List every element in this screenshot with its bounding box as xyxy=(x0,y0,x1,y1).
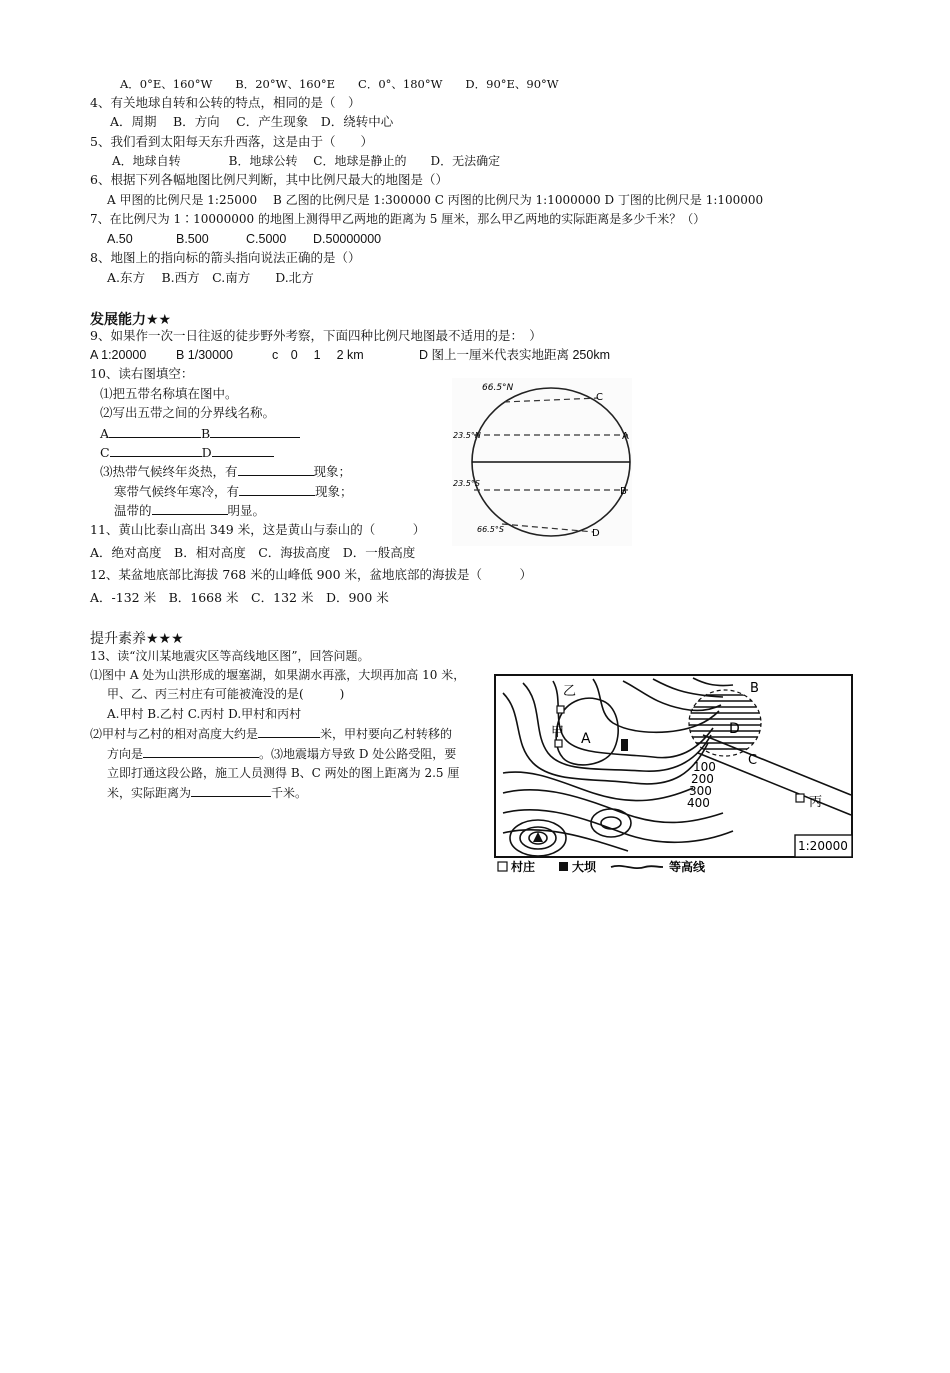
q10-sub3-a-end: 现象； xyxy=(313,464,352,479)
q12-options: A．-132 米 B．1668 米 C．132 米 D．900 米 xyxy=(90,590,389,605)
q7-option-b: B.500 xyxy=(176,232,209,246)
label-b: B xyxy=(750,681,759,696)
scale-text: 1:20000 xyxy=(798,839,848,853)
q10-stem: 10、读右图填空： xyxy=(90,366,194,381)
q12-stem: 12、某盆地底部比海拔 768 米的山峰低 900 米，盆地底部的海拔是（ ） xyxy=(90,567,533,582)
contour-map-figure xyxy=(493,673,855,878)
q5-stem: 5、我们看到太阳每天东升西落，这是由于（ ） xyxy=(90,134,373,149)
point-d: D xyxy=(592,528,600,539)
point-a: A xyxy=(622,431,629,442)
q13-sub2-line1 xyxy=(90,725,452,742)
q10-sub3-c-end: 明显。 xyxy=(227,503,266,518)
village-yi-marker xyxy=(557,706,564,713)
q13-sub2-line2 xyxy=(107,745,456,762)
label-jia: 甲 xyxy=(551,725,565,740)
q13-sub2-l1a: ⑵甲村与乙村的相对高度大约是 xyxy=(90,727,259,741)
lat-label-23n: 23.5°N xyxy=(453,431,481,440)
q13-sub2-l2b: 。⑶地震塌方导致 D 处公路受阻，要 xyxy=(259,747,457,761)
q7-option-c: C.5000 xyxy=(246,232,287,246)
village-jia-marker xyxy=(555,740,562,747)
lat-label-66n: 66.5°N xyxy=(482,383,514,393)
q10-sub3-c-text: 温带的 xyxy=(114,503,152,518)
q9-option-b: B 1/30000 xyxy=(176,348,233,362)
q10-sub3-temperate xyxy=(114,502,265,519)
elev-100: 100 xyxy=(693,760,716,774)
label-d: D xyxy=(729,721,740,737)
section-title-improve: 提升素养★★★ xyxy=(90,631,184,647)
q13-sub2-l2a: 方向是 xyxy=(107,747,144,761)
q13-sub2-l4b: 千米。 xyxy=(271,786,308,800)
q11-options: A．绝对高度 B．相对高度 C．海拔高度 D．一般高度 xyxy=(90,545,416,560)
q6-stem: 6、根据下列各幅地图比例尺判断，其中比例尺最大的地图是（） xyxy=(90,172,448,187)
blank-direction[interactable] xyxy=(143,745,259,758)
label-a: A xyxy=(581,731,591,747)
q13-sub2-l1b: 米，甲村要向乙村转移的 xyxy=(320,727,453,741)
lat-label-23s: 23.5°S xyxy=(453,479,480,488)
blank-d[interactable] xyxy=(212,444,274,457)
label-bing: 丙 xyxy=(809,795,823,810)
lat-label-66s: 66.5°S xyxy=(477,525,504,534)
q9-option-d: D 图上一厘米代表实地距离 250km xyxy=(419,348,610,362)
blank-relative-height[interactable] xyxy=(258,725,320,738)
q9-option-c: c 0 1 2 km xyxy=(272,348,364,362)
elev-200: 200 xyxy=(691,772,714,786)
blank-c[interactable] xyxy=(110,444,202,457)
q9-stem: 9、如果作一次一日往返的徒步野外考察，下面四种比例尺地图最不适用的是： ） xyxy=(90,328,542,343)
q10-line-cd xyxy=(100,444,274,461)
q5-options: A．地球自转 B．地球公转 C．地球是静止的 D．无法确定 xyxy=(112,154,501,168)
point-b: B xyxy=(620,486,627,497)
blank-distance[interactable] xyxy=(191,784,271,797)
blank-b[interactable] xyxy=(210,425,300,438)
elev-300: 300 xyxy=(689,784,712,798)
q9-option-a: A 1:20000 xyxy=(90,348,147,362)
q8-stem: 8、地图上的指向标的箭头指向说法正确的是（） xyxy=(90,250,361,265)
legend-contour-icon xyxy=(611,866,663,868)
label-d: D xyxy=(201,445,212,460)
dam-marker xyxy=(621,739,628,751)
q11-stem: 11、黄山比泰山高出 349 米，这是黄山与泰山的（ ） xyxy=(90,522,426,537)
q8-options: A.东方 B.西方 C.南方 D.北方 xyxy=(107,270,314,285)
q10-sub3-a-text: ⑶热带气候终年炎热，有 xyxy=(100,464,238,479)
blank-frigid[interactable] xyxy=(239,483,315,496)
elev-400: 400 xyxy=(687,796,710,810)
q13-stem: 13、读“汶川某地震灾区等高线地区图”，回答问题。 xyxy=(90,649,370,663)
q13-sub1-line2: 甲、乙、丙三村庄有可能被淹没的是( ) xyxy=(107,687,345,701)
q7-option-d: D.50000000 xyxy=(313,232,382,246)
label-a: A xyxy=(100,426,110,441)
q10-sub3-b-end: 现象； xyxy=(315,484,353,499)
legend-dam: 大坝 xyxy=(572,860,597,874)
q3-options: A．0°E、160°W B．20°W、160°E C．0°、180°W D．90°E、90°W xyxy=(120,77,559,91)
q4-options: A．周期 B．方向 C．产生现象 D．绕转中心 xyxy=(110,114,394,129)
blank-a[interactable] xyxy=(109,425,201,438)
blank-temperate[interactable] xyxy=(152,502,228,515)
legend-contour: 等高线 xyxy=(669,860,706,874)
label-yi: 乙 xyxy=(563,684,577,699)
q10-sub3-tropic xyxy=(100,463,351,480)
q4-stem: 4、有关地球自转和公转的特点，相同的是（ ） xyxy=(90,95,361,110)
q10-sub3-frigid xyxy=(114,483,353,500)
q6-options: A 甲图的比例尺是 1:25000 B 乙图的比例尺是 1:300000 C 丙图的比例尺为 1:1000000 D 丁图的比例尺是 1:100000 xyxy=(107,193,764,207)
q13-sub2-line4 xyxy=(107,784,307,801)
point-c: C xyxy=(596,392,603,403)
q13-sub1-options: A.甲村 B.乙村 C.丙村 D.甲村和丙村 xyxy=(107,707,302,721)
legend-dam-icon xyxy=(559,862,568,871)
globe-figure xyxy=(452,378,632,546)
q10-sub3-b-text: 寒带气候终年寒冷，有 xyxy=(114,484,240,499)
label-c: C xyxy=(100,445,110,460)
q13-sub1-line1: ⑴图中 A 处为山洪形成的堰塞湖，如果湖水再涨，大坝再加高 10 米， xyxy=(90,668,466,682)
q7-option-a: A.50 xyxy=(107,232,133,246)
q10-sub1: ⑴把五带名称填在图中。 xyxy=(100,386,238,401)
q10-sub2: ⑵写出五带之间的分界线名称。 xyxy=(100,405,276,420)
label-b: B xyxy=(201,426,211,441)
village-bing-marker xyxy=(796,794,804,802)
legend-village-icon xyxy=(498,862,507,871)
section-title-develop: 发展能力★★ xyxy=(90,312,172,328)
label-c: C xyxy=(748,753,758,768)
q10-line-ab xyxy=(100,425,300,442)
q13-sub2-l4a: 米，实际距离为 xyxy=(107,786,192,800)
q13-sub2-line3: 立即打通这段公路，施工人员测得 B、C 两处的图上距离为 2.5 厘 xyxy=(107,766,460,780)
blank-tropic[interactable] xyxy=(238,463,314,476)
legend-village: 村庄 xyxy=(511,860,536,874)
q7-stem: 7、在比例尺为 1∶10000000 的地图上测得甲乙两地的距离为 5 厘米，那么甲乙两地的实际距离是多少千米？（） xyxy=(90,212,706,226)
